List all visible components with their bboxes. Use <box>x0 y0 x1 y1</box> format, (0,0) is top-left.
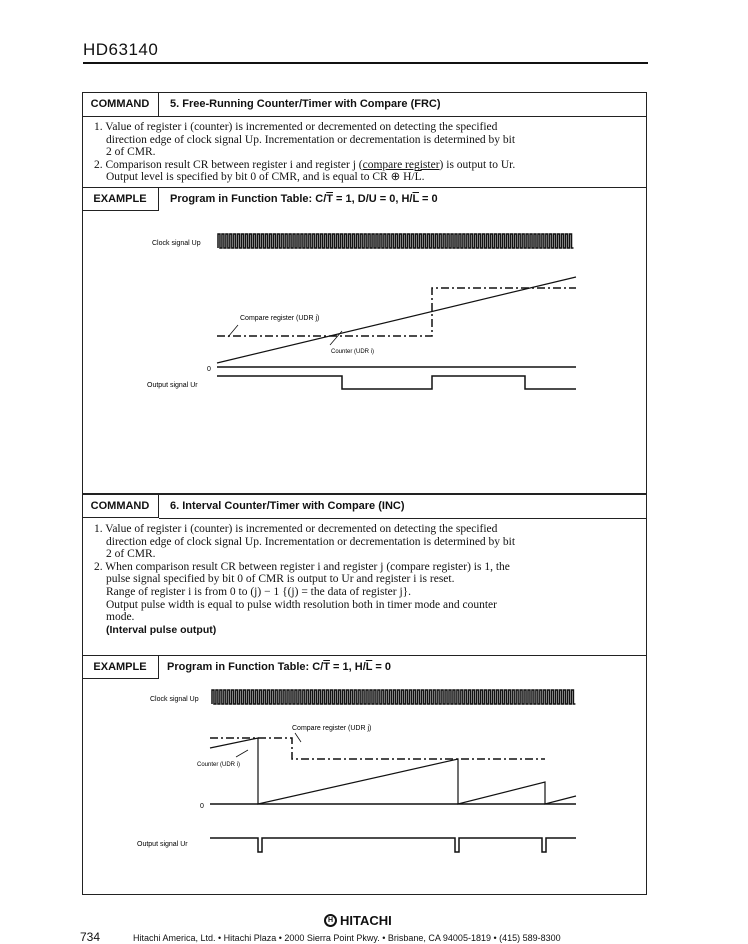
compare-register-label: Compare register (UDR j) <box>240 315 320 322</box>
text: = 0 <box>419 193 438 205</box>
overlined-text: $\overline{L}$ <box>365 661 373 673</box>
clock-signal-label: Clock signal Up <box>152 240 201 247</box>
company-address: Hitachi America, Ltd. • Hitachi Plaza • 2000 Sierra Point Pkwy. • Brisbane, CA 94005-1819 • (415) 589-8300 <box>133 933 561 943</box>
pointer-line <box>236 750 248 757</box>
command-label: COMMAND <box>82 494 159 518</box>
example-label: EXAMPLE <box>82 187 159 211</box>
output-signal-label: Output signal Ur <box>137 841 188 848</box>
inc-item-1-line: direction edge of clock signal Up. Incrementation or decrementation is determined by bit <box>106 535 516 548</box>
clock-signal-waveform <box>212 690 575 704</box>
compare-register-label: Compare register (UDR j) <box>292 725 372 732</box>
inc-title: 6. Interval Counter/Timer with Compare (INC) <box>170 500 405 512</box>
page-number: 734 <box>80 930 101 944</box>
example-label: EXAMPLE <box>82 655 159 679</box>
command-label: COMMAND <box>82 92 159 117</box>
clock-signal-label: Clock signal Up <box>150 696 199 703</box>
text: = 0 <box>372 661 391 673</box>
zero-label: 0 <box>200 803 204 810</box>
frc-item-1-line: direction edge of clock signal Up. Incrementation or decrementation is determined by bit <box>106 133 516 146</box>
text: . <box>421 171 425 184</box>
inc-bold-note: (Interval pulse output) <box>106 623 217 636</box>
part-number: HD63140 <box>83 40 159 59</box>
xor-symbol: ⊕ <box>390 171 401 184</box>
compare-register-waveform <box>210 738 545 759</box>
text: Program in Function Table: C/ <box>167 661 324 673</box>
inc-item-2-line: Range of register i is from 0 to (j) − 1 {(j) = the data of register j}. <box>106 585 412 598</box>
zero-label: 0 <box>207 366 211 373</box>
text: 2. Comparison result CR between register i and register j ( <box>94 158 363 171</box>
pointer-line <box>295 733 301 742</box>
text: Output level is specified by bit 0 of CMR, and is equal to CR <box>106 171 391 184</box>
text: Program in Function Table: C/ <box>170 193 327 205</box>
counter-sawtooth <box>210 738 576 804</box>
text: = 1, H/ <box>329 661 366 673</box>
text: ) is output to Ur. <box>439 158 516 171</box>
inc-item-2-line: Output pulse width is equal to pulse width resolution both in timer mode and counter <box>106 598 497 611</box>
frc-item-1-line: 1. Value of register i (counter) is incremented or decremented on detecting the specified <box>94 121 498 133</box>
underlined-text: compare register <box>362 158 440 171</box>
inc-item-2-line: mode. <box>106 611 135 624</box>
brand-name: HITACHI <box>340 913 392 928</box>
inc-item-1-line: 1. Value of register i (counter) is incremented or decremented on detecting the specified <box>94 523 498 535</box>
output-signal-label: Output signal Ur <box>147 382 198 389</box>
overlined-text: $\overline{L}$ <box>414 171 422 184</box>
text: H/ <box>400 171 415 184</box>
overlined-text: $\overline{L}$ <box>412 193 419 205</box>
hitachi-logo <box>324 913 392 928</box>
text: = 1, D/U = 0, H/ <box>332 193 413 205</box>
overlined-text: $\overline{T}$ <box>323 661 330 673</box>
inc-item-2-line: 2. When comparison result CR between register i and register j (compare register) is 1, the <box>94 560 510 573</box>
overlined-text: $\overline{T}$ <box>326 193 333 205</box>
counter-label: Counter (UDR i) <box>331 349 375 355</box>
frc-title: 5. Free-Running Counter/Timer with Compare (FRC) <box>170 98 441 110</box>
counter-label: Counter (UDR i) <box>197 762 241 768</box>
inc-item-1-line: 2 of CMR. <box>106 548 156 561</box>
frc-item-1-line: 2 of CMR. <box>106 146 156 159</box>
hitachi-logo-icon: H <box>324 914 337 927</box>
inc-item-2-line: pulse signal specified by bit 0 of CMR is output to Ur and register i is reset. <box>106 573 455 586</box>
output-signal-waveform <box>210 838 576 852</box>
